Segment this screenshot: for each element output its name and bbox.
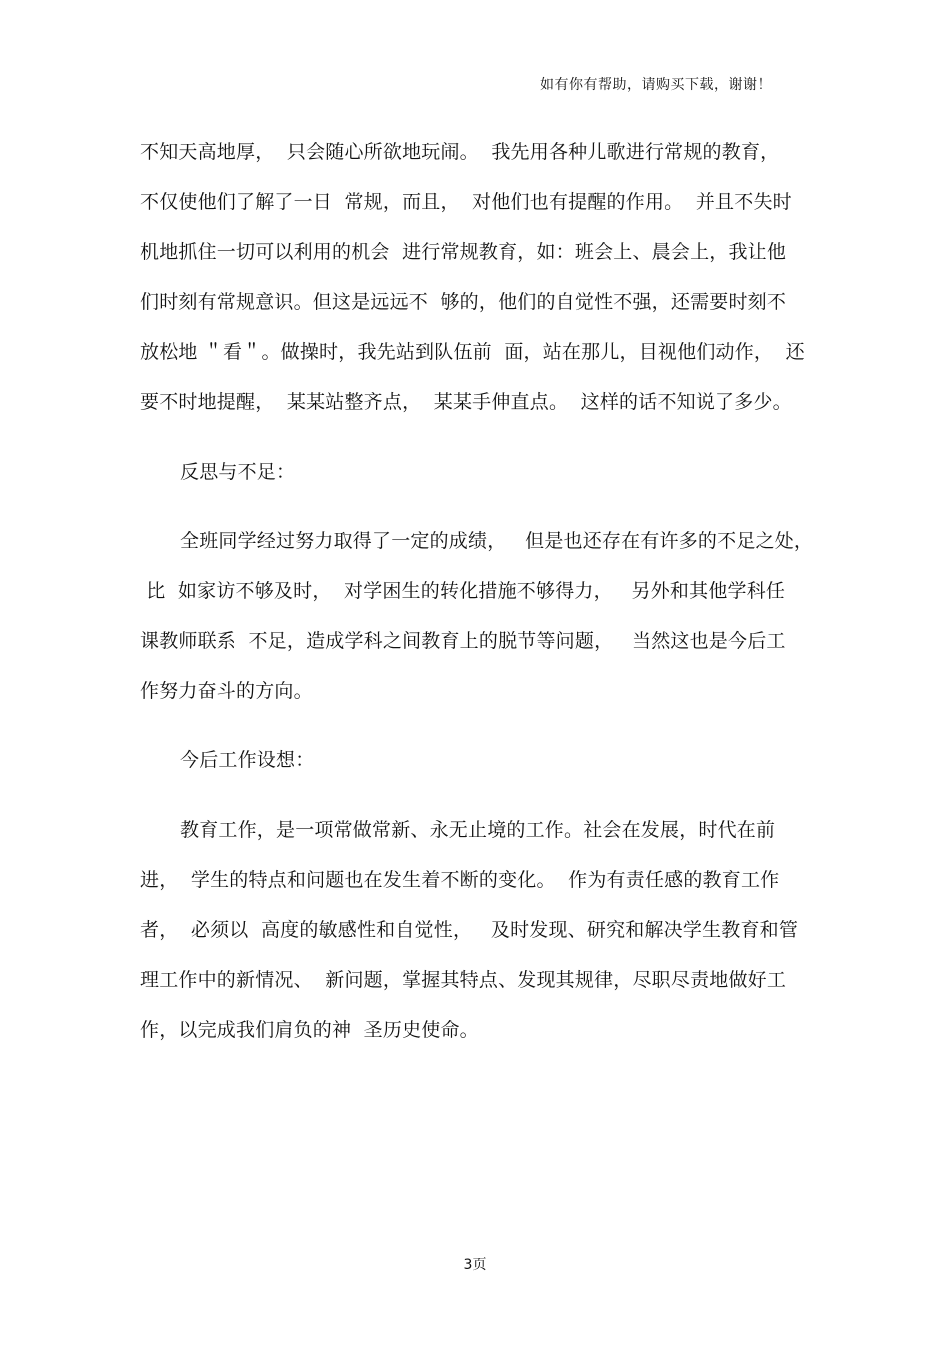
section-heading-reflection: 反思与不足：	[180, 461, 296, 483]
body-line: 教育工作，是一项常做常新、永无止境的工作。社会在发展，时代在前	[180, 819, 776, 841]
body-line: 不知天高地厚， 只会随心所欲地玩闹。 我先用各种儿歌进行常规的教育，	[140, 141, 780, 163]
header-note: 如有你有帮助，请购买下载，谢谢！	[540, 77, 772, 93]
body-line: 进， 学生的特点和问题也在发生着不断的变化。 作为有责任感的教育工作	[140, 869, 780, 891]
body-line: 课教师联系 不足，造成学科之间教育上的脱节等问题， 当然这也是今后工	[140, 630, 786, 652]
body-line: 比 如家访不够及时， 对学困生的转化措施不够得力， 另外和其他学科任	[140, 580, 786, 602]
body-line: 们时刻有常规意识。但这是远远不 够的，他们的自觉性不强，还需要时刻不	[140, 291, 787, 313]
body-line: 放松地 ＂看＂。做操时，我先站到队伍前 面，站在那儿，目视他们动作， 还	[140, 341, 805, 363]
body-line: 理工作中的新情况、 新问题，掌握其特点、发现其规律，尽职尽责地做好工	[140, 969, 787, 991]
body-line: 要不时地提醒， 某某站整齐点， 某某手伸直点。 这样的话不知说了多少。	[140, 391, 792, 413]
section-heading-future: 今后工作设想：	[180, 749, 315, 771]
body-line: 不仅使他们了解了一日 常规，而且， 对他们也有提醒的作用。 并且不失时	[140, 191, 792, 213]
body-line: 者， 必须以 高度的敏感性和自觉性， 及时发现、研究和解决学生教育和管	[140, 919, 799, 941]
body-line: 机地抓住一切可以利用的机会 进行常规教育，如：班会上、晨会上，我让他	[140, 241, 787, 263]
page-number: 3页	[463, 1257, 487, 1273]
body-line: 作，以完成我们肩负的神 圣历史使命。	[140, 1019, 479, 1041]
body-line: 作努力奋斗的方向。	[140, 680, 313, 702]
body-line: 全班同学经过努力取得了一定的成绩， 但是也还存在有许多的不足之处，	[180, 530, 814, 552]
